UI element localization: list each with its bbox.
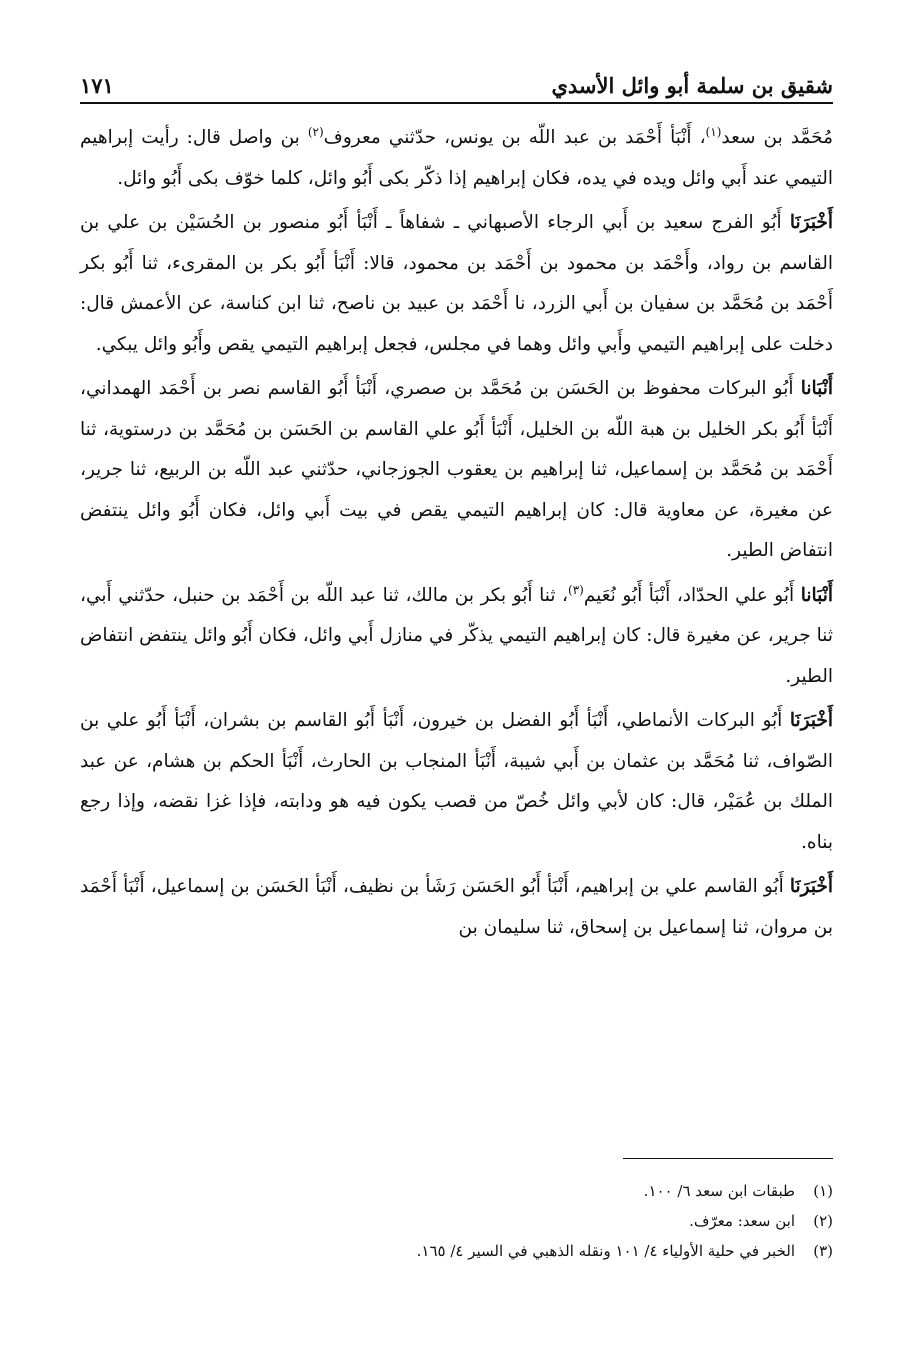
page-header: [80, 58, 833, 104]
paragraph-text: ، أَنْبَأ أَحْمَد بن عبد اللّه بن يونس، حدّثني معروف: [323, 127, 706, 148]
footnote-divider: [623, 1158, 833, 1159]
footnote: [80, 1206, 833, 1236]
footnote-text: طبقات ابن سعد ٦/ ١٠٠.: [643, 1182, 795, 1200]
paragraph: [80, 203, 833, 365]
paragraph-text: أَبُو البركات محفوظ بن الحَسَن بن مُحَمَّد بن صصري، أَنْبَأ أَبُو القاسم نصر بن أَحْمَد الهمداني، أَنْبَأ أَبُو بكر الخليل بن هبة اللّه بن الخليل، أَنْبَأ أَبُو علي القاسم بن الحَسَن بن مُحَمَّد بن درستوية، ثنا أَحْمَد بن مُحَمَّد بن إسماعيل، ثنا إبراهيم بن يعقوب الجوزجاني، حدّثني عبد اللّه بن الربيع، ثنا جرير، عن مغيرة، عن معاوية قال: كان إبراهيم التيمي يقص في بيت أَبي وائل، فكان أَبُو وائل ينتفض انتفاض الطير.: [80, 378, 833, 561]
paragraph-text: أَبُو القاسم علي بن إبراهيم، أَنْبَأ أَبُو الحَسَن رَشَأ بن نظيف، أَنْبَأ الحَسَن بن إسماعيل، أَنْبَأ أَحْمَد بن مروان، ثنا إسماعيل بن إسحاق، ثنا سليمان بن: [80, 876, 833, 938]
transmission-word: أَنْبَانا: [800, 584, 833, 606]
paragraph-text: أَبُو الفرج سعيد بن أَبي الرجاء الأصبهاني ـ شفاهاً ـ أَنْبَأ أَبُو منصور بن الحُسَيْن بن علي بن القاسم بن رواد، وأَحْمَد بن محمود بن أَحْمَد بن محمود، قالا: أَنْبَأ أَبُو بكر بن المقرىء، ثنا أَبُو بكر أَحْمَد بن مُحَمَّد بن سفيان بن أَبي الزرد، نا أَحْمَد بن عبيد بن ناصح، ثنا ابن كناسة، عن الأعمش قال: دخلت على إبراهيم التيمي وأَبي وائل وهما في مجلس، فجعل إبراهيم التيمي يقص وأَبُو وائل يبكي.: [80, 212, 833, 355]
paragraph-text: ، ثنا أَبُو بكر بن مالك، ثنا عبد اللّه بن أَحْمَد بن حنبل، حدّثني أَبي، ثنا جرير، عن مغيرة قال: كان إبراهيم التيمي يذكّر في منازل أَبي وائل، فكان أَبُو وائل ينتفض انتفاض الطير.: [80, 584, 833, 687]
paragraph-text: أَبُو البركات الأنماطي، أَنْبَأ أَبُو الفضل بن خيرون، أَنْبَأ أَبُو القاسم بن بشران، أَنْبَأ أَبُو علي بن الصّواف، ثنا مُحَمَّد بن عثمان بن أَبي شيبة، أَنْبَأ المنجاب بن الحارث، أَنْبَأ الحكم بن هشام، عن عبد الملك بن عُمَيْر، قال: كان لأبي وائل خُصّ من قصب يكون فيه هو ودابته، فإذا غزا نقضه، وإذا رجع بناه.: [80, 710, 833, 853]
paragraph-text: بن واصل قال: رأيت إبراهيم التيمي عند أَبي وائل ويده في يده، فكان إبراهيم إذا ذكّر بكى أَبُو وائل، كلما خوّف بكى أَبُو وائل.: [80, 127, 833, 189]
paragraph: [80, 701, 833, 863]
transmission-word: أَخْبَرَنَا: [789, 876, 833, 897]
paragraph-text: أَبُو علي الحدّاد، أَنْبَأ أَبُو نُعَيم: [583, 584, 801, 606]
transmission-word: أَخْبَرَنَا: [789, 710, 833, 731]
footnote-ref: (٢): [307, 124, 324, 139]
paragraph-text: مُحَمَّد بن سعد: [721, 127, 833, 148]
footnote-number: (٢): [813, 1212, 833, 1230]
footnote-number: (٣): [813, 1242, 833, 1260]
paragraph: [80, 369, 833, 572]
page-number: ١٧١: [80, 73, 114, 98]
footnote: [80, 1236, 833, 1266]
footnote-text: ابن سعد: معرّف.: [689, 1212, 795, 1230]
transmission-word: أَنْبَانا: [800, 378, 833, 399]
paragraph: [80, 118, 833, 199]
paragraph: [80, 867, 833, 948]
footnote-number: (١): [813, 1182, 833, 1200]
footnote-ref: (٣): [568, 582, 584, 597]
running-title: شقيق بن سلمة أبو وائل الأسدي: [551, 73, 833, 98]
body-text: [80, 118, 833, 952]
transmission-word: أَخْبَرَنَا: [789, 212, 833, 233]
footnote: [80, 1176, 833, 1206]
footnote-ref: (١): [705, 124, 722, 139]
paragraph: [80, 576, 833, 698]
footnote-text: الخبر في حلية الأولياء ٤/ ١٠١ ونقله الذهبي في السير ٤/ ١٦٥.: [416, 1242, 795, 1260]
footnotes: [80, 1176, 833, 1266]
